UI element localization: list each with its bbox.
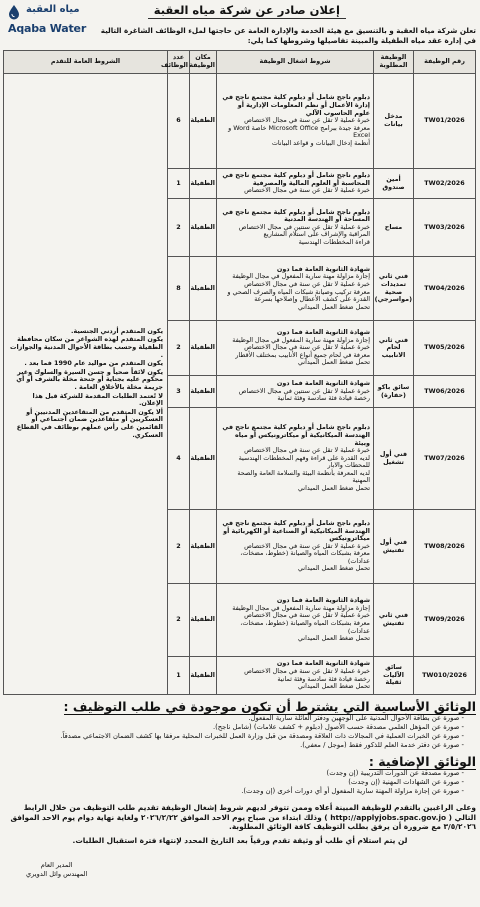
extra-docs-list: [4, 769, 476, 796]
bullet-dash: -: [459, 778, 464, 786]
job-number: TW05/2026: [414, 321, 476, 376]
job-location: الطفيلة: [190, 376, 217, 408]
job-number: TW03/2026: [414, 199, 476, 257]
job-number: TW01/2026: [414, 74, 476, 169]
signature-role: المدير العام: [40, 861, 73, 869]
requirement-line: رخصة قيادة فئة سادسة وفئة ثمانية: [277, 674, 370, 683]
requirement-line: دبلوم ناجح شامل أو دبلوم كلية مجتمع ناجح في إدارة الأعمال أو نظم المعلومات الإدارية أو علوم الحاسوب الآلي: [222, 93, 370, 117]
job-number: TW06/2026: [414, 376, 476, 408]
job-requirements: [217, 657, 374, 695]
job-count: 6: [168, 74, 190, 169]
job-number: TW04/2026: [414, 257, 476, 321]
page-title: إعلان صادر عن شركة مياه العقبة: [148, 3, 346, 19]
requirement-line: شهادة الثانوية العامة فما دون: [276, 264, 370, 273]
job-count: 1: [168, 169, 190, 199]
job-name: سائق باكو (حفارة): [374, 376, 414, 408]
job-count: 8: [168, 257, 190, 321]
bullet-dash: -: [459, 787, 464, 795]
requirement-line: خبرة عملية لا تقل عن سنة في مجال الاختصاص: [244, 343, 370, 352]
requirement-line: شهادة الثانوية العامة فما دون: [276, 659, 370, 668]
job-requirements: [217, 169, 374, 199]
header-name: الوظيفة المطلوبة: [374, 51, 414, 74]
requirement-line: تحمل ضغط العمل الميداني: [297, 302, 370, 311]
job-location: الطفيلة: [190, 257, 217, 321]
requirement-line: إجازة مزاولة مهنة سارية المفعول في مجال الوظيفة: [232, 603, 370, 612]
requirement-line: خبرة عملية لا تقل عن سنة في مجال الاختصاص: [244, 186, 370, 195]
requirement-line: دبلوم ناجح شامل أو دبلوم كلية مجتمع ناجح في الهندسة الميكانيكية أو ميكاترونيكس أو مياه وبيئة: [222, 423, 370, 447]
job-location: الطفيلة: [190, 584, 217, 657]
document-item-text: صورة عن إجازة مزاولة المهنة سارية المفعول أو أي دورات أخرى (إن وجدت).: [241, 787, 460, 795]
job-number: TW07/2026: [414, 408, 476, 510]
header-count: عدد الوظائف: [168, 51, 190, 74]
extra-docs-title: الوثائق الإضافية :: [368, 754, 476, 769]
table-row: [4, 74, 476, 169]
job-requirements: [217, 584, 374, 657]
job-location: الطفيلة: [190, 408, 217, 510]
header-general: الشروط العامة للتقدم: [4, 51, 168, 74]
job-name: مساح: [374, 199, 414, 257]
requirement-line: دبلوم ناجح شامل أو دبلوم كلية مجتمع ناجح في المحاسبة أو العلوم المالية والمصرفية: [222, 171, 370, 187]
requirement-line: رخصة قيادة فئة سادسة وفئة ثمانية: [277, 394, 370, 403]
requirement-line: خبرة عملية لا تقل عن سنة في مجال الاختصاص: [244, 279, 370, 288]
jobs-table-body: [4, 74, 476, 695]
apply-instructions: وعلى الراغبين بالتقدم للوظيفة المبينة أعلاه وممن تتوفر لديهم شروط إشغال الوظيفة تقديم طلب التوظيف من خلال الرابط التالي ( http://applyjobs.spac.gov.jo ) وذلك ابتداء من صباح يوم الاحد الموافق ٢٠٢٦/٢/٢٢ ولغاية نهاية دوام يوم الاحد الموافق ٣/٥/٢٠٢٦ مع ضرورة أن يرفق بطلب التوظيف كافة الوثائق المطلوبة.: [10, 803, 476, 832]
document-item-text: صورة عن دفتر خدمة العلم للذكور فقط (موجل / معفي).: [300, 741, 460, 749]
job-number: TW02/2026: [414, 169, 476, 199]
deadline-note: لن يتم استلام أي طلب أو وثيقة تقدم ورقياً بعد التاريخ المحدد لإنتهاء فترة استقبال الطلبات.: [72, 835, 408, 845]
requirement-line: خبرة عملية لا تقل عن سنة في مجال الاختصاص: [244, 666, 370, 675]
document-item-text: صورة مصدقة عن الدورات التدريبية (إن وجدت): [326, 769, 460, 777]
job-location: الطفيلة: [190, 657, 217, 695]
requirement-line: تحمل ضغط العمل الميداني: [297, 634, 370, 643]
document-item-text: صورة عن المؤهل العلمي مصدقة حسب الأصول (دبلوم + كشف علامات) (شامل ناجح).: [212, 723, 460, 731]
requirement-line: تحمل ضغط العمل الميداني: [297, 484, 370, 493]
general-condition: يكون المتقدم لهذه الشواغر من سكان محافظة الطفيلة وحسب بطاقة الأحوال المدنية والجوازات .: [10, 335, 163, 359]
document-item: [4, 778, 476, 787]
header: [4, 2, 476, 35]
bullet-dash: -: [459, 723, 464, 731]
job-name: فني أول تشغيل: [374, 408, 414, 510]
job-count: 2: [168, 584, 190, 657]
requirement-line: معرفة بشبكات المياه والصيانة (خطوط، مضخات، عدادات): [240, 549, 370, 565]
job-count: 1: [168, 657, 190, 695]
document-item: [4, 741, 476, 750]
job-announcement-page: [4, 2, 476, 905]
job-requirements: [217, 510, 374, 584]
aqaba-water-logo: [6, 2, 88, 42]
job-location: الطفيلة: [190, 199, 217, 257]
job-requirements: [217, 74, 374, 169]
requirement-line: إجازة مزاولة مهنة سارية المفعول في مجال الوظيفة: [232, 272, 370, 281]
table-header-row: [4, 51, 476, 74]
job-requirements: [217, 257, 374, 321]
signature-name: المهندس وائل الدويري: [26, 870, 88, 878]
requirement-line: خبرة عملية لا تقل عن سنة في مجال الاختصاص: [244, 611, 370, 620]
job-name: أمين صندوق: [374, 169, 414, 199]
job-requirements: [217, 408, 374, 510]
requirement-line: شهادة الثانوية العامة فما دون: [276, 379, 370, 388]
logo-english-text: Aqaba Water: [8, 22, 87, 35]
header-location: مكان الوظيفة: [190, 51, 217, 74]
document-item: [4, 769, 476, 778]
job-name: فني ثاني لحام الانابيب: [374, 321, 414, 376]
job-name: فني ثاني تمديدات صحية (مواسرجي): [374, 257, 414, 321]
job-name: فني ثاني تفتيش: [374, 584, 414, 657]
general-condition: لا تُعتمد الطلبات المقدمة للشركة قبل هذا الإعلان.: [32, 391, 163, 408]
job-requirements: [217, 376, 374, 408]
general-conditions: [4, 74, 168, 695]
job-name: مدخل بيانات: [374, 74, 414, 169]
requirement-line: معرفة بشبكات المياه والصيانة (خطوط، مضخات، عدادات): [240, 619, 370, 635]
basic-docs-title: الوثائق الأساسية التي يشترط أن تكون موجودة في طلب التوظيف :: [63, 699, 476, 714]
requirement-line: خبرة عملية لا تقل عن سنة في مجال الاختصاص: [244, 541, 370, 550]
requirement-line: المراقبة والإشراف على استلام المشاريع: [263, 230, 370, 239]
requirement-line: خبرة عملية لا تقل عن سنتين في مجال الاختصاص: [238, 222, 370, 231]
document-item: [4, 787, 476, 796]
header-requirements: شروط اشغال الوظيفة: [217, 51, 374, 74]
jobs-table: [3, 50, 476, 695]
requirement-line: لديه القدرة على قراءة وفهم المخططات الهندسية للمحطات والابار: [238, 453, 370, 470]
general-condition: يكون المتقدم أردني الجنسية.: [71, 326, 163, 335]
job-count: 2: [168, 321, 190, 376]
general-condition: ألا يكون المتقدم من المتقاعدين المدنيين أو العسكريين أو متقاعدين ضمان اجتماعي أو القائمين على رأس عملهم بوظائف في القطاع العسكري.: [16, 407, 163, 439]
job-name: فني أول تفتيش: [374, 510, 414, 584]
general-condition: يكون لائقاً صحياً و حسن السيرة والسلوك وغير محكوم عليه بجناية أو جنحة مخلة بالشرف أو أي جريمة مخلة بالأخلاق العامة .: [16, 367, 163, 391]
job-number: TW09/2026: [414, 584, 476, 657]
signature-block: [26, 861, 87, 879]
requirement-line: دبلوم ناجح شامل أو دبلوم كلية مجتمع ناجح في الهندسة الميكانيكية أو الصناعية أو الكهربائية أو ميكاترونيكس: [222, 518, 370, 543]
bullet-dash: -: [459, 769, 464, 777]
requirement-line: معرفة جيدة ببرامج Microsoft Office خاصة Word و Excel: [228, 123, 370, 140]
document-item-text: صورة عن بطاقة الأحوال المدنية على الوجهين ودفتر العائلة سارية المفعول.: [248, 714, 460, 722]
requirement-line: شهادة الثانوية العامة فما دون: [276, 596, 370, 605]
requirement-line: لديه المعرفة بأنظمة البيئة والسلامة العامة والصحة المهنية: [237, 468, 370, 485]
document-item-text: صورة عن الخبرات العملية في المجالات ذات العلاقة ومصدقة من قبل وزارة العمل للخبرات المحلية مرفقا بها كشف الضمان الاجتماعي مصدقاً.: [60, 732, 460, 740]
logo-arabic-text: مياه العقبة: [26, 4, 80, 15]
job-count: 2: [168, 199, 190, 257]
requirement-line: خبرة عملية لا تقل عن سنة في مجال الاختصاص: [244, 446, 370, 455]
requirement-line: تحمل ضغط العمل الميداني: [297, 682, 370, 691]
intro-text: تعلن شركة مياه العقبة و بالتنسيق مع هيئة الخدمة والإدارة العامة عن حاجتها لملء الوظائف الشاغرة التالية في إدارة عقد مياه الطفيلة والمبينة تفاصيلها وشروطها كما يلي:: [100, 26, 476, 45]
requirement-line: خبرة عملية لا تقل عن سنتين في مجال الاختصاص: [238, 386, 370, 395]
requirement-line: إجازة مزاولة مهنة سارية المفعول في مجال الوظيفة: [232, 335, 370, 344]
bullet-dash: -: [459, 741, 464, 749]
requirement-line: معرفة تركيب وصيانة شبكات المياه والصرف الصحي و القدرة على كشف الأعطال وإصلاحها بسرعة: [227, 287, 370, 304]
requirement-line: شهادة الثانوية العامة فما دون: [276, 328, 370, 337]
job-location: الطفيلة: [190, 321, 217, 376]
header-number: رقم الوظيفة: [414, 51, 476, 74]
job-count: 3: [168, 376, 190, 408]
job-location: الطفيلة: [190, 74, 217, 169]
document-item: [4, 714, 476, 723]
bullet-dash: -: [459, 714, 464, 722]
job-number: TW010/2026: [414, 657, 476, 695]
job-count: 4: [168, 408, 190, 510]
job-location: الطفيلة: [190, 169, 217, 199]
job-count: 2: [168, 510, 190, 584]
job-name: سائق الآليات ثقيلة: [374, 657, 414, 695]
document-item: [4, 732, 476, 741]
requirement-line: معرفة في لحام جميع أنواع الأنابيب بمختلف الأقطار: [235, 350, 370, 359]
bullet-dash: -: [459, 732, 464, 740]
requirement-line: تحمل ضغط العمل الميداني: [297, 358, 370, 367]
basic-docs-list: [4, 714, 476, 750]
requirement-line: تحمل ضغط العمل الميداني: [297, 564, 370, 573]
water-drop-icon: [6, 4, 22, 20]
requirement-line: خبرة عملية لا تقل عن سنة في مجال الاختصاص: [244, 116, 370, 125]
job-number: TW08/2026: [414, 510, 476, 584]
document-item: [4, 723, 476, 732]
requirement-line: أنظمة إدخال البيانات و قواعد البيانات: [271, 138, 370, 147]
job-location: الطفيلة: [190, 510, 217, 584]
general-condition: يكون المتقدم من مواليد عام 1990 فما بعد .: [24, 359, 163, 368]
requirement-line: قراءة المخططات الهندسية: [298, 237, 370, 246]
requirement-line: دبلوم ناجح شامل أو دبلوم كلية مجتمع ناجح في المساحة أو الهندسة المدنية: [222, 207, 370, 224]
job-requirements: [217, 321, 374, 376]
job-requirements: [217, 199, 374, 257]
document-item-text: صورة عن الشهادات المهنية (إن وجدت): [348, 778, 460, 786]
